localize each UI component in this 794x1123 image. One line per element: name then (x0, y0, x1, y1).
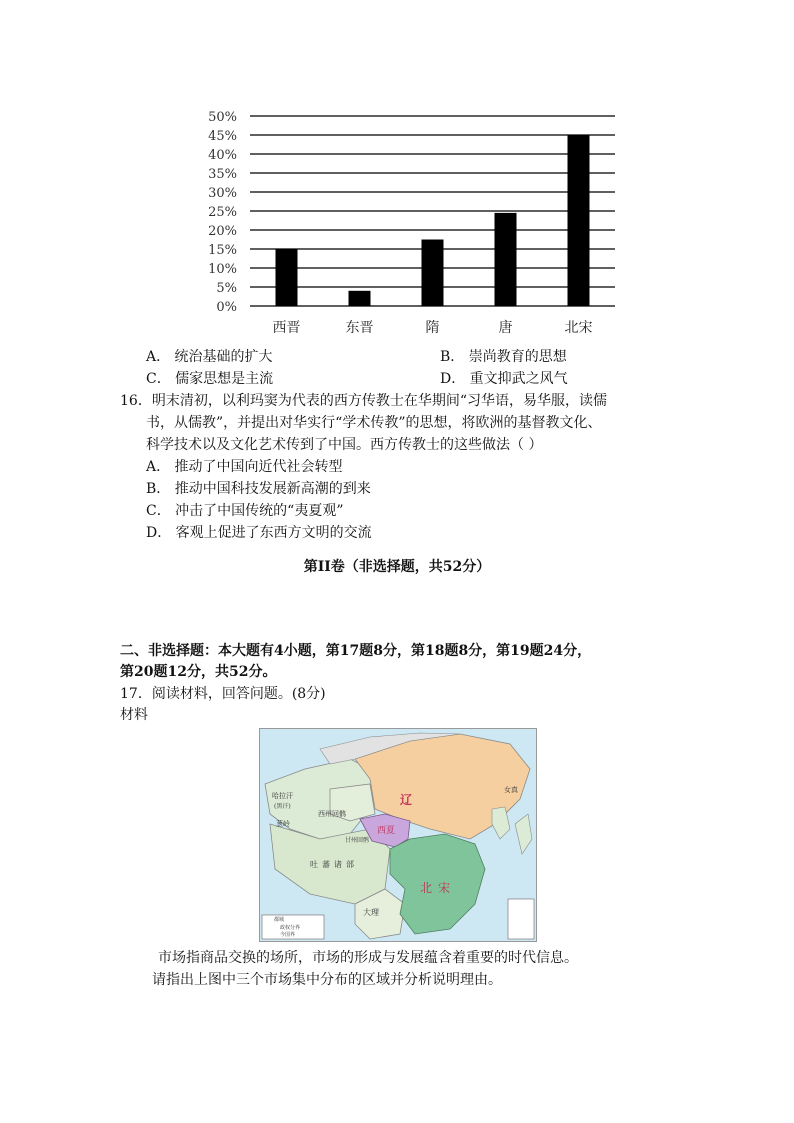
y-tick-label: 40% (208, 148, 237, 163)
bar-3 (495, 213, 517, 306)
x-tick-label: 西晋 (272, 320, 301, 336)
y-tick-label: 50% (208, 110, 237, 125)
map-label-xixia: 西夏 (377, 826, 396, 836)
y-tick-label: 20% (208, 224, 237, 239)
map-label-khanid-sub: (黑汗) (274, 803, 291, 810)
map-label-dali: 大理 (363, 908, 379, 917)
q16-stem-line2: 书，从儒教”，并提出对华实行“学术传教”的思想，将欧洲的基督教文化、 (146, 415, 602, 431)
q16-option-a: A． 推动了中国向近代社会转型 (146, 459, 343, 475)
section2-intro-line1: 二、非选择题：本大题有4小题，第17题8分，第18题8分，第19题24分， (120, 643, 592, 659)
map-legend-border: 政权分界 (280, 925, 301, 931)
y-tick-label: 25% (208, 205, 237, 220)
y-tick-label: 30% (208, 186, 237, 201)
y-tick-label: 15% (208, 243, 237, 258)
x-tick-label: 唐 (498, 320, 513, 336)
y-tick-label: 45% (208, 129, 237, 144)
q17-stem: 17．阅读材料，回答问题。(8分) (120, 686, 326, 702)
q15-option-a: A． 统治基础的扩大 (146, 349, 273, 365)
y-tick-label: 0% (216, 300, 237, 315)
y-tick-label: 5% (216, 281, 237, 296)
q16-option-d: D． 客观上促进了东西方文明的交流 (146, 525, 372, 541)
q16-option-b: B． 推动中国科技发展新高潮的到来 (146, 481, 371, 497)
bar-1 (349, 291, 371, 306)
q17-material-label: 材料 (120, 707, 148, 723)
map-legend-capital: 都城 (274, 917, 285, 923)
bar-0 (276, 249, 298, 306)
q17-text-line1: 市场指商品交换的场所，市场的形成与发展蕴含着重要的时代信息。 (158, 950, 578, 966)
q17-text-line2: 请指出上图中三个市场集中分布的区域并分析说明理由。 (152, 972, 502, 988)
map-label-khanid: 哈拉汗 (272, 792, 293, 800)
q16-stem-line3: 科学技术以及文化艺术传到了中国。西方传教士的这些做法（ ） (146, 437, 543, 453)
section2-intro-line2: 第20题12分，共52分。 (120, 664, 277, 680)
chart-y-ticks (208, 110, 237, 315)
chart-bars (276, 135, 590, 306)
bar-chart (195, 100, 625, 340)
map-label-ganzhou: 甘州回鹘 (345, 837, 370, 844)
q15-option-c: C． 儒家思想是主流 (146, 371, 274, 387)
section2-title: 第II卷（非选择题，共52分） (303, 559, 491, 575)
q15-option-b: B． 崇尚教育的思想 (440, 349, 567, 365)
y-tick-label: 10% (208, 262, 237, 277)
x-tick-label: 东晋 (345, 320, 374, 336)
map-label-congling: 葱岭 (276, 820, 290, 828)
map-legend-modern: 今国界 (280, 932, 296, 938)
q15-option-d: D． 重文抑武之风气 (440, 371, 568, 387)
map-label-xizhou: 西州回鹘 (318, 810, 346, 818)
map-label-nvzhen: 女真 (504, 786, 518, 794)
map-label-tubo: 吐蕃诸部 (310, 860, 358, 869)
bar-2 (422, 240, 444, 307)
map-graphic (260, 729, 536, 941)
x-tick-label: 隋 (425, 320, 440, 336)
chart-x-ticks (273, 320, 593, 336)
map-label-liao: 辽 (400, 793, 413, 807)
map-label-beisong: 北宋 (420, 881, 457, 895)
x-tick-label: 北宋 (564, 320, 593, 336)
song-liao-xixia-map (259, 728, 537, 942)
y-tick-label: 35% (208, 167, 237, 182)
q16-stem-line1: 16．明末清初，以利玛窦为代表的西方传教士在华期间“习华语，易华服，读儒 (120, 393, 607, 409)
bar-4 (568, 135, 590, 306)
q16-option-c: C． 冲击了中国传统的“夷夏观” (146, 503, 344, 519)
